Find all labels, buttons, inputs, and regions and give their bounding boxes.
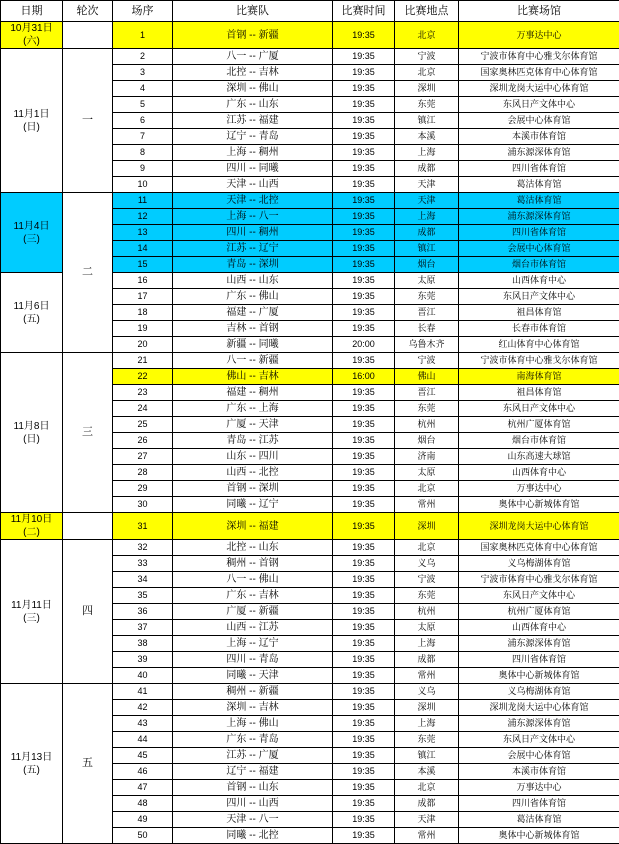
- place-cell: 北京: [395, 540, 459, 556]
- place-cell: 宁波: [395, 353, 459, 369]
- venue-cell: 宁波市体育中心雅戈尔体育馆: [459, 353, 619, 369]
- teams-cell: 深圳 -- 吉林: [173, 700, 333, 716]
- venue-cell: 浦东源深体育馆: [459, 145, 619, 161]
- place-cell: 常州: [395, 668, 459, 684]
- venue-cell: 南海体育馆: [459, 369, 619, 385]
- teams-cell: 首钢 -- 深圳: [173, 481, 333, 497]
- time-cell: 19:35: [333, 209, 395, 225]
- place-cell: 北京: [395, 65, 459, 81]
- time-cell: 19:35: [333, 636, 395, 652]
- table-header: [1, 1, 619, 22]
- game-no-cell: 38: [113, 636, 173, 652]
- teams-cell: 山东 -- 四川: [173, 449, 333, 465]
- venue-cell: 葛沽体育馆: [459, 177, 619, 193]
- venue-cell: 四川省体育馆: [459, 225, 619, 241]
- time-cell: 19:35: [333, 732, 395, 748]
- teams-cell: 同曦 -- 天津: [173, 668, 333, 684]
- place-cell: 东莞: [395, 732, 459, 748]
- game-no-cell: 39: [113, 652, 173, 668]
- teams-cell: 广东 -- 吉林: [173, 588, 333, 604]
- teams-cell: 天津 -- 八一: [173, 812, 333, 828]
- time-cell: 19:35: [333, 49, 395, 65]
- table-row: [1, 193, 619, 209]
- place-cell: 常州: [395, 828, 459, 844]
- game-no-cell: 31: [113, 513, 173, 540]
- place-cell: 晋江: [395, 385, 459, 401]
- game-no-cell: 44: [113, 732, 173, 748]
- venue-cell: 宁波市体育中心雅戈尔体育馆: [459, 572, 619, 588]
- time-cell: 19:35: [333, 588, 395, 604]
- teams-cell: 广东 -- 上海: [173, 401, 333, 417]
- place-cell: 上海: [395, 636, 459, 652]
- game-no-cell: 30: [113, 497, 173, 513]
- round-cell: 四: [63, 540, 113, 684]
- game-no-cell: 11: [113, 193, 173, 209]
- time-cell: 19:35: [333, 812, 395, 828]
- place-cell: 东莞: [395, 289, 459, 305]
- game-no-cell: 14: [113, 241, 173, 257]
- game-no-cell: 5: [113, 97, 173, 113]
- game-no-cell: 13: [113, 225, 173, 241]
- game-no-cell: 33: [113, 556, 173, 572]
- time-cell: 19:35: [333, 241, 395, 257]
- game-no-cell: 10: [113, 177, 173, 193]
- venue-cell: 红山体育中心体育馆: [459, 337, 619, 353]
- time-cell: 19:35: [333, 113, 395, 129]
- teams-cell: 青岛 -- 深圳: [173, 257, 333, 273]
- game-no-cell: 25: [113, 417, 173, 433]
- game-no-cell: 3: [113, 65, 173, 81]
- place-cell: 北京: [395, 780, 459, 796]
- place-cell: 宁波: [395, 572, 459, 588]
- game-no-cell: 1: [113, 22, 173, 49]
- venue-cell: 东风日产文体中心: [459, 289, 619, 305]
- time-cell: 19:35: [333, 652, 395, 668]
- place-cell: 杭州: [395, 417, 459, 433]
- time-cell: 19:35: [333, 780, 395, 796]
- place-cell: 东莞: [395, 401, 459, 417]
- teams-cell: 吉林 -- 首钢: [173, 321, 333, 337]
- time-cell: 19:35: [333, 81, 395, 97]
- game-no-cell: 27: [113, 449, 173, 465]
- game-no-cell: 2: [113, 49, 173, 65]
- round-cell: 五: [63, 684, 113, 844]
- teams-cell: 上海 -- 佛山: [173, 716, 333, 732]
- place-cell: 晋江: [395, 305, 459, 321]
- venue-cell: 祖昌体育馆: [459, 385, 619, 401]
- table-row: [1, 513, 619, 540]
- teams-cell: 深圳 -- 福建: [173, 513, 333, 540]
- time-cell: 19:35: [333, 716, 395, 732]
- venue-cell: 万事达中心: [459, 22, 619, 49]
- teams-cell: 八一 -- 佛山: [173, 572, 333, 588]
- teams-cell: 佛山 -- 吉林: [173, 369, 333, 385]
- date-cell: 11月10日 (二): [1, 513, 63, 540]
- game-no-cell: 23: [113, 385, 173, 401]
- venue-cell: 烟台市体育馆: [459, 433, 619, 449]
- time-cell: 19:35: [333, 22, 395, 49]
- table-row: [1, 684, 619, 700]
- column-header-date: 日期: [1, 1, 63, 22]
- venue-cell: 杭州广厦体育馆: [459, 417, 619, 433]
- teams-cell: 山西 -- 山东: [173, 273, 333, 289]
- time-cell: 19:35: [333, 748, 395, 764]
- place-cell: 上海: [395, 209, 459, 225]
- game-no-cell: 36: [113, 604, 173, 620]
- place-cell: 成都: [395, 652, 459, 668]
- teams-cell: 同曦 -- 辽宁: [173, 497, 333, 513]
- teams-cell: 上海 -- 八一: [173, 209, 333, 225]
- game-no-cell: 35: [113, 588, 173, 604]
- place-cell: 天津: [395, 177, 459, 193]
- place-cell: 上海: [395, 145, 459, 161]
- teams-cell: 稠州 -- 新疆: [173, 684, 333, 700]
- teams-cell: 北控 -- 吉林: [173, 65, 333, 81]
- place-cell: 深圳: [395, 700, 459, 716]
- game-no-cell: 42: [113, 700, 173, 716]
- teams-cell: 深圳 -- 佛山: [173, 81, 333, 97]
- venue-cell: 东风日产文体中心: [459, 401, 619, 417]
- header-row: [1, 1, 619, 22]
- place-cell: 义乌: [395, 556, 459, 572]
- time-cell: 19:35: [333, 497, 395, 513]
- place-cell: 镇江: [395, 113, 459, 129]
- venue-cell: 万事达中心: [459, 481, 619, 497]
- teams-cell: 广东 -- 青岛: [173, 732, 333, 748]
- teams-cell: 山西 -- 北控: [173, 465, 333, 481]
- teams-cell: 广厦 -- 新疆: [173, 604, 333, 620]
- time-cell: 19:35: [333, 289, 395, 305]
- round-cell: [63, 22, 113, 49]
- game-no-cell: 21: [113, 353, 173, 369]
- date-cell: 11月11日 (三): [1, 540, 63, 684]
- venue-cell: 祖昌体育馆: [459, 305, 619, 321]
- game-no-cell: 9: [113, 161, 173, 177]
- venue-cell: 本溪市体育馆: [459, 129, 619, 145]
- venue-cell: 烟台市体育馆: [459, 257, 619, 273]
- teams-cell: 上海 -- 辽宁: [173, 636, 333, 652]
- teams-cell: 天津 -- 北控: [173, 193, 333, 209]
- teams-cell: 广厦 -- 天津: [173, 417, 333, 433]
- venue-cell: 葛沽体育馆: [459, 193, 619, 209]
- game-no-cell: 45: [113, 748, 173, 764]
- teams-cell: 四川 -- 同曦: [173, 161, 333, 177]
- venue-cell: 杭州广厦体育馆: [459, 604, 619, 620]
- teams-cell: 江苏 -- 福建: [173, 113, 333, 129]
- game-no-cell: 43: [113, 716, 173, 732]
- time-cell: 19:35: [333, 572, 395, 588]
- venue-cell: 深圳龙岗大运中心体育馆: [459, 700, 619, 716]
- place-cell: 义乌: [395, 684, 459, 700]
- teams-cell: 江苏 -- 辽宁: [173, 241, 333, 257]
- date-cell: 11月13日 (五): [1, 684, 63, 844]
- game-no-cell: 50: [113, 828, 173, 844]
- venue-cell: 义乌梅湖体育馆: [459, 556, 619, 572]
- time-cell: 19:35: [333, 417, 395, 433]
- venue-cell: 国家奥林匹克体育中心体育馆: [459, 65, 619, 81]
- game-no-cell: 18: [113, 305, 173, 321]
- place-cell: 济南: [395, 449, 459, 465]
- time-cell: 19:35: [333, 305, 395, 321]
- teams-cell: 天津 -- 山西: [173, 177, 333, 193]
- venue-cell: 宁波市体育中心雅戈尔体育馆: [459, 49, 619, 65]
- venue-cell: 山东高速大球馆: [459, 449, 619, 465]
- game-no-cell: 40: [113, 668, 173, 684]
- time-cell: 19:35: [333, 556, 395, 572]
- game-no-cell: 32: [113, 540, 173, 556]
- time-cell: 19:35: [333, 540, 395, 556]
- time-cell: 19:35: [333, 513, 395, 540]
- teams-cell: 八一 -- 新疆: [173, 353, 333, 369]
- place-cell: 天津: [395, 812, 459, 828]
- game-no-cell: 29: [113, 481, 173, 497]
- place-cell: 北京: [395, 481, 459, 497]
- teams-cell: 辽宁 -- 福建: [173, 764, 333, 780]
- place-cell: 东莞: [395, 97, 459, 113]
- venue-cell: 东风日产文体中心: [459, 588, 619, 604]
- place-cell: 太原: [395, 465, 459, 481]
- game-no-cell: 7: [113, 129, 173, 145]
- column-header-time: 比赛时间: [333, 1, 395, 22]
- game-no-cell: 49: [113, 812, 173, 828]
- venue-cell: 会展中心体育馆: [459, 113, 619, 129]
- game-no-cell: 8: [113, 145, 173, 161]
- place-cell: 成都: [395, 796, 459, 812]
- venue-cell: 国家奥林匹克体育中心体育馆: [459, 540, 619, 556]
- time-cell: 19:35: [333, 145, 395, 161]
- game-no-cell: 28: [113, 465, 173, 481]
- venue-cell: 会展中心体育馆: [459, 241, 619, 257]
- place-cell: 深圳: [395, 81, 459, 97]
- venue-cell: 深圳龙岗大运中心体育馆: [459, 81, 619, 97]
- place-cell: 深圳: [395, 513, 459, 540]
- table-row: [1, 540, 619, 556]
- place-cell: 镇江: [395, 241, 459, 257]
- time-cell: 19:35: [333, 273, 395, 289]
- table-row: [1, 22, 619, 49]
- venue-cell: 浦东源深体育馆: [459, 636, 619, 652]
- game-no-cell: 4: [113, 81, 173, 97]
- teams-cell: 八一 -- 广厦: [173, 49, 333, 65]
- column-header-round: 轮次: [63, 1, 113, 22]
- venue-cell: 山西体育中心: [459, 620, 619, 636]
- time-cell: 19:35: [333, 796, 395, 812]
- venue-cell: 浦东源深体育馆: [459, 716, 619, 732]
- game-no-cell: 37: [113, 620, 173, 636]
- time-cell: 19:35: [333, 193, 395, 209]
- place-cell: 成都: [395, 161, 459, 177]
- time-cell: 19:35: [333, 129, 395, 145]
- place-cell: 太原: [395, 273, 459, 289]
- venue-cell: 会展中心体育馆: [459, 748, 619, 764]
- venue-cell: 本溪市体育馆: [459, 764, 619, 780]
- venue-cell: 四川省体育馆: [459, 796, 619, 812]
- round-cell: 三: [63, 353, 113, 513]
- date-cell: 11月1日 (日): [1, 49, 63, 193]
- column-header-venue: 比赛场馆: [459, 1, 619, 22]
- time-cell: 19:35: [333, 321, 395, 337]
- teams-cell: 广东 -- 山东: [173, 97, 333, 113]
- game-no-cell: 16: [113, 273, 173, 289]
- venue-cell: 山西体育中心: [459, 273, 619, 289]
- time-cell: 19:35: [333, 700, 395, 716]
- venue-cell: 东风日产文体中心: [459, 732, 619, 748]
- time-cell: 19:35: [333, 353, 395, 369]
- time-cell: 19:35: [333, 385, 395, 401]
- time-cell: 19:35: [333, 401, 395, 417]
- time-cell: 19:35: [333, 668, 395, 684]
- game-no-cell: 46: [113, 764, 173, 780]
- teams-cell: 稠州 -- 首钢: [173, 556, 333, 572]
- game-no-cell: 17: [113, 289, 173, 305]
- game-no-cell: 6: [113, 113, 173, 129]
- teams-cell: 福建 -- 广厦: [173, 305, 333, 321]
- date-cell: 11月4日 (三): [1, 193, 63, 273]
- game-no-cell: 20: [113, 337, 173, 353]
- game-no-cell: 12: [113, 209, 173, 225]
- time-cell: 20:00: [333, 337, 395, 353]
- time-cell: 19:35: [333, 465, 395, 481]
- date-cell: 11月6日 (五): [1, 273, 63, 353]
- game-no-cell: 34: [113, 572, 173, 588]
- venue-cell: 四川省体育馆: [459, 652, 619, 668]
- teams-cell: 新疆 -- 同曦: [173, 337, 333, 353]
- time-cell: 16:00: [333, 369, 395, 385]
- teams-cell: 首钢 -- 新疆: [173, 22, 333, 49]
- teams-cell: 北控 -- 山东: [173, 540, 333, 556]
- time-cell: 19:35: [333, 257, 395, 273]
- place-cell: 烟台: [395, 257, 459, 273]
- teams-cell: 四川 -- 山西: [173, 796, 333, 812]
- teams-cell: 四川 -- 青岛: [173, 652, 333, 668]
- game-no-cell: 48: [113, 796, 173, 812]
- column-header-place: 比赛地点: [395, 1, 459, 22]
- game-no-cell: 24: [113, 401, 173, 417]
- time-cell: 19:35: [333, 620, 395, 636]
- venue-cell: 奥体中心新城体育馆: [459, 497, 619, 513]
- venue-cell: 山西体育中心: [459, 465, 619, 481]
- game-no-cell: 26: [113, 433, 173, 449]
- table-body: [1, 22, 619, 844]
- teams-cell: 江苏 -- 广厦: [173, 748, 333, 764]
- place-cell: 杭州: [395, 604, 459, 620]
- game-no-cell: 47: [113, 780, 173, 796]
- venue-cell: 东风日产文体中心: [459, 97, 619, 113]
- round-cell: 一: [63, 49, 113, 193]
- game-no-cell: 22: [113, 369, 173, 385]
- time-cell: 19:35: [333, 481, 395, 497]
- table-row: [1, 353, 619, 369]
- venue-cell: 四川省体育馆: [459, 161, 619, 177]
- place-cell: 本溪: [395, 129, 459, 145]
- round-cell: [63, 513, 113, 540]
- table-row: [1, 49, 619, 65]
- venue-cell: 奥体中心新城体育馆: [459, 828, 619, 844]
- place-cell: 北京: [395, 22, 459, 49]
- place-cell: 天津: [395, 193, 459, 209]
- teams-cell: 辽宁 -- 青岛: [173, 129, 333, 145]
- game-no-cell: 19: [113, 321, 173, 337]
- place-cell: 宁波: [395, 49, 459, 65]
- column-header-game-no: 场序: [113, 1, 173, 22]
- venue-cell: 浦东源深体育馆: [459, 209, 619, 225]
- date-cell: 10月31日 (六): [1, 22, 63, 49]
- time-cell: 19:35: [333, 177, 395, 193]
- date-cell: 11月8日 (日): [1, 353, 63, 513]
- time-cell: 19:35: [333, 604, 395, 620]
- place-cell: 镇江: [395, 748, 459, 764]
- teams-cell: 上海 -- 稠州: [173, 145, 333, 161]
- game-no-cell: 41: [113, 684, 173, 700]
- game-no-cell: 15: [113, 257, 173, 273]
- venue-cell: 义乌梅湖体育馆: [459, 684, 619, 700]
- teams-cell: 广东 -- 佛山: [173, 289, 333, 305]
- time-cell: 19:35: [333, 97, 395, 113]
- time-cell: 19:35: [333, 449, 395, 465]
- time-cell: 19:35: [333, 65, 395, 81]
- place-cell: 佛山: [395, 369, 459, 385]
- time-cell: 19:35: [333, 225, 395, 241]
- time-cell: 19:35: [333, 764, 395, 780]
- teams-cell: 首钢 -- 山东: [173, 780, 333, 796]
- time-cell: 19:35: [333, 828, 395, 844]
- teams-cell: 山西 -- 江苏: [173, 620, 333, 636]
- time-cell: 19:35: [333, 161, 395, 177]
- teams-cell: 同曦 -- 北控: [173, 828, 333, 844]
- venue-cell: 万事达中心: [459, 780, 619, 796]
- teams-cell: 福建 -- 稠州: [173, 385, 333, 401]
- place-cell: 乌鲁木齐: [395, 337, 459, 353]
- place-cell: 烟台: [395, 433, 459, 449]
- round-cell: 二: [63, 193, 113, 353]
- place-cell: 太原: [395, 620, 459, 636]
- teams-cell: 四川 -- 稠州: [173, 225, 333, 241]
- venue-cell: 奥体中心新城体育馆: [459, 668, 619, 684]
- place-cell: 本溪: [395, 764, 459, 780]
- place-cell: 长春: [395, 321, 459, 337]
- column-header-teams: 比赛队: [173, 1, 333, 22]
- time-cell: 19:35: [333, 433, 395, 449]
- venue-cell: 长春市体育馆: [459, 321, 619, 337]
- time-cell: 19:35: [333, 684, 395, 700]
- place-cell: 东莞: [395, 588, 459, 604]
- place-cell: 上海: [395, 716, 459, 732]
- teams-cell: 青岛 -- 江苏: [173, 433, 333, 449]
- place-cell: 成都: [395, 225, 459, 241]
- venue-cell: 深圳龙岗大运中心体育馆: [459, 513, 619, 540]
- place-cell: 常州: [395, 497, 459, 513]
- venue-cell: 葛沽体育馆: [459, 812, 619, 828]
